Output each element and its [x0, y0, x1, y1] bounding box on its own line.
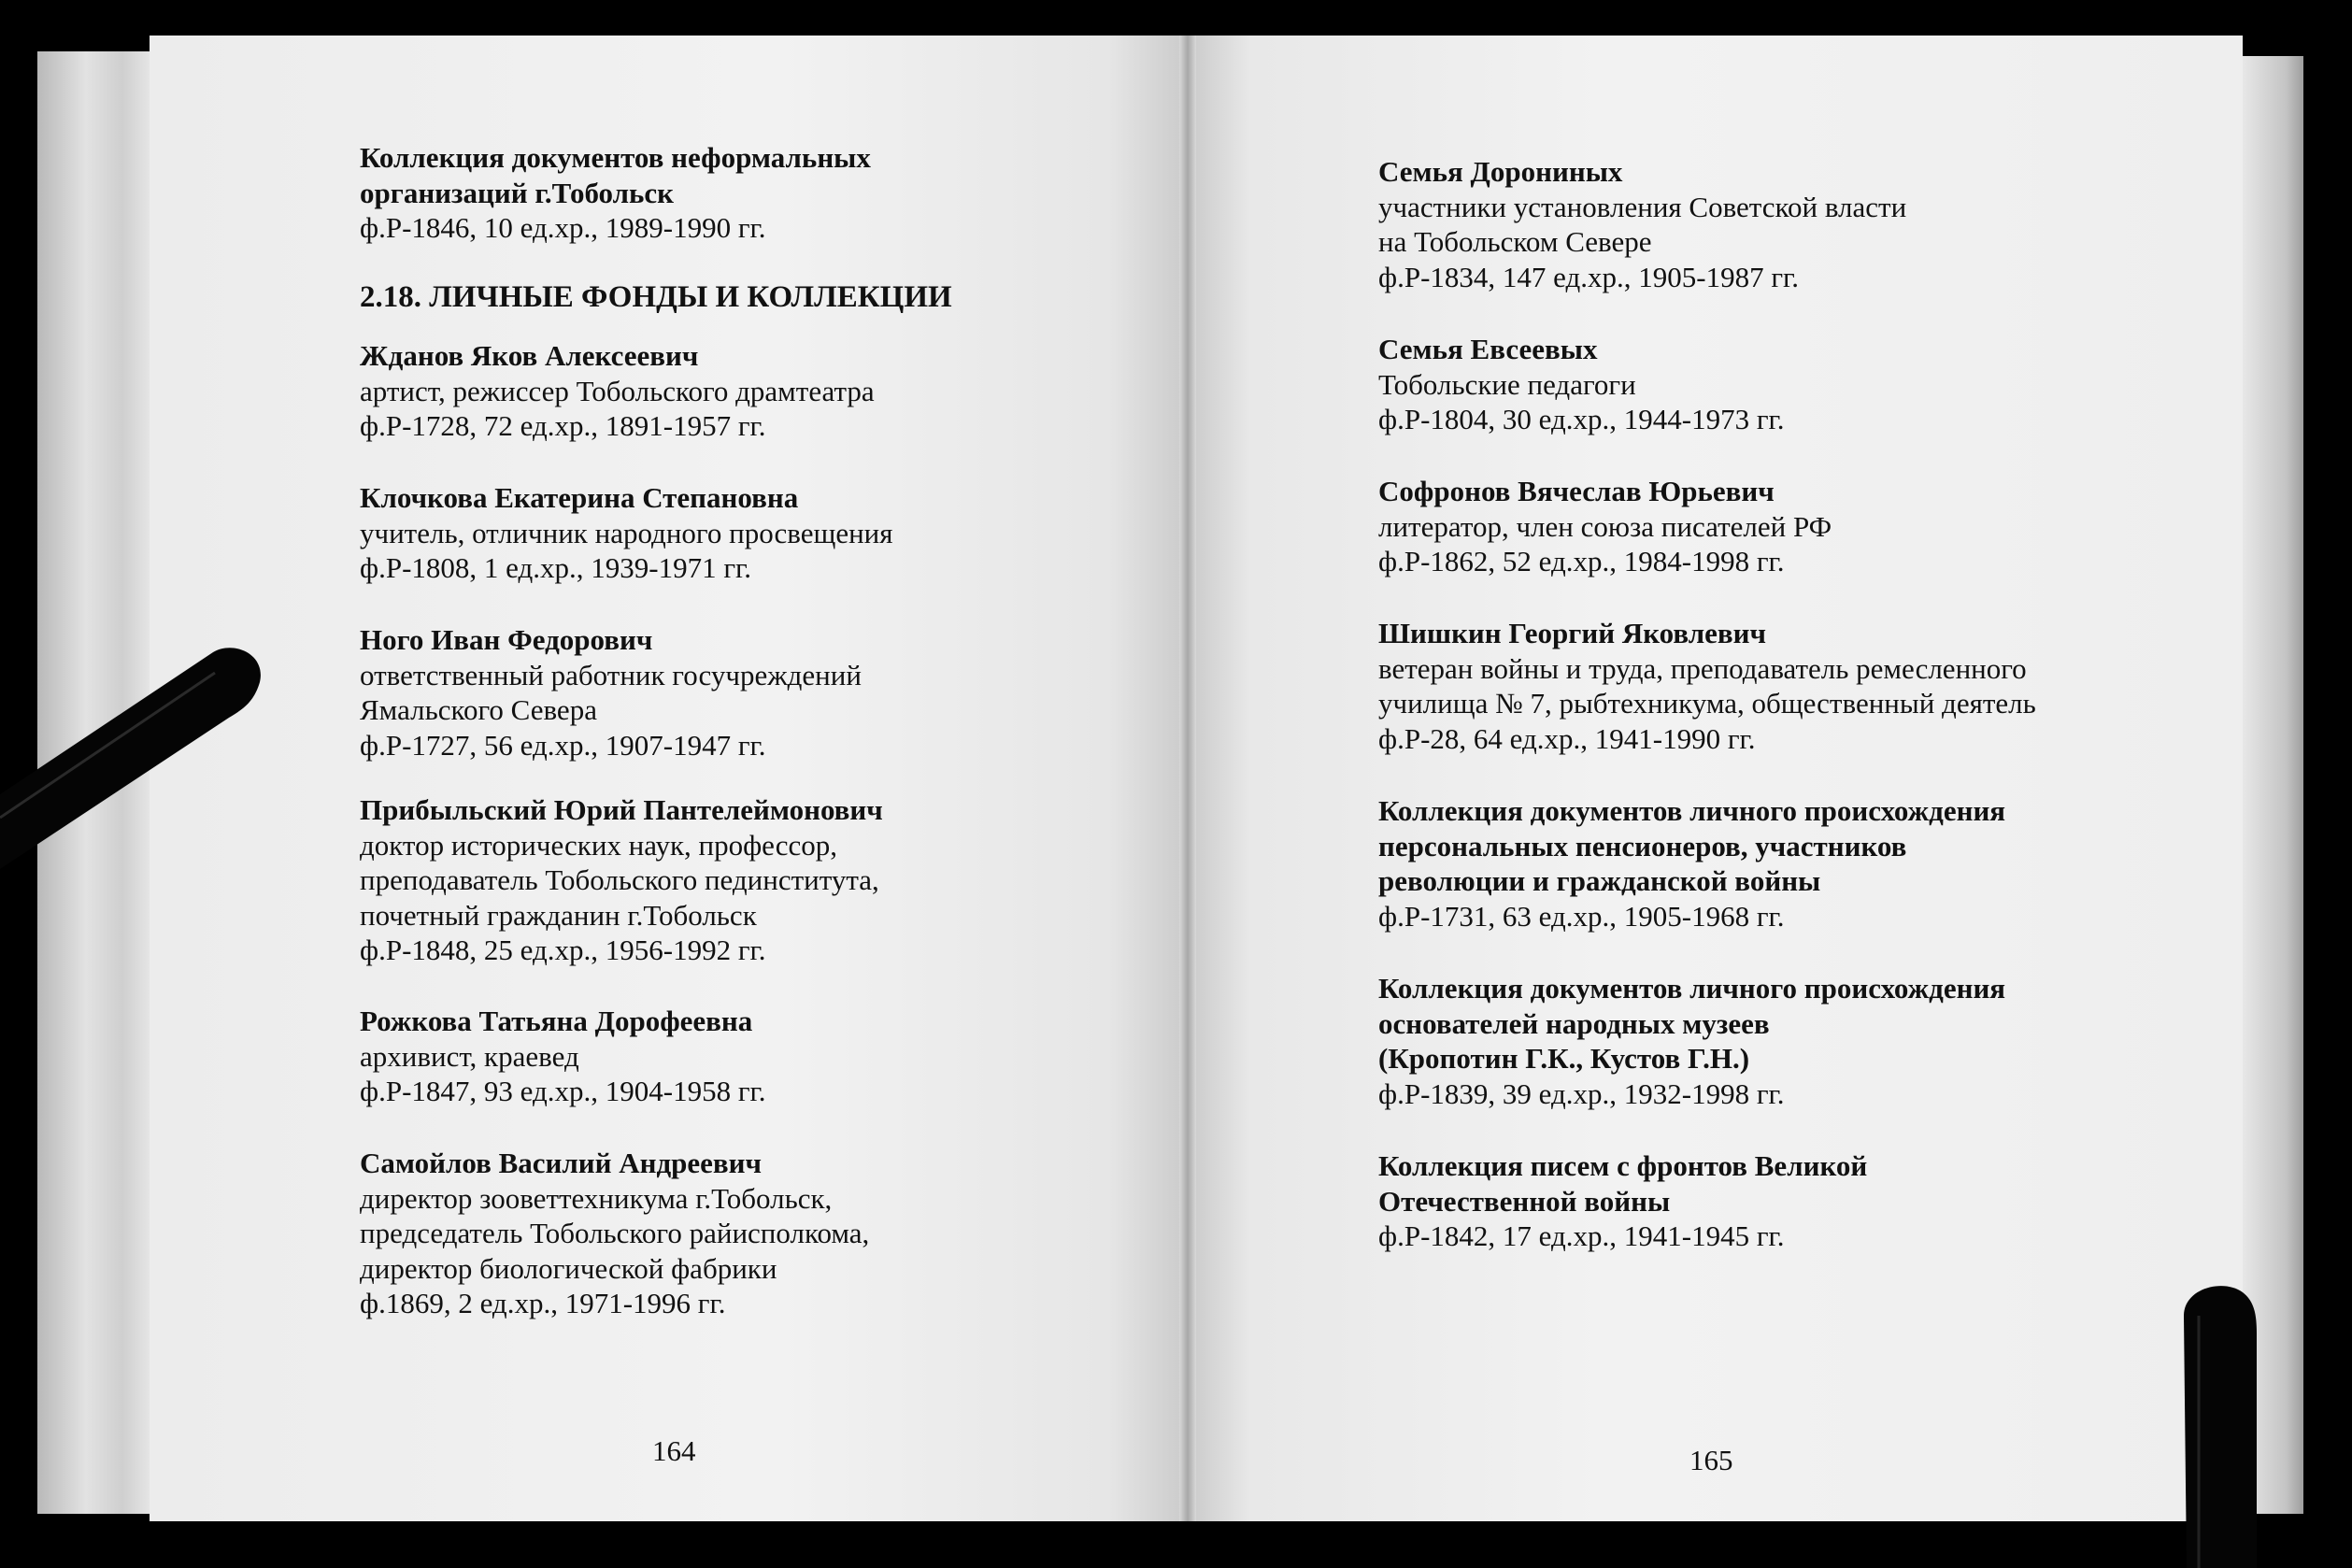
entry-detail: Ямальского Севера — [360, 693, 597, 726]
entry-title: Коллекция писем с фронтов Великой — [1378, 1149, 1868, 1182]
entry-title: Коллекция документов неформальных — [360, 141, 871, 174]
entry-detail: директор биологической фабрики — [360, 1251, 777, 1285]
entry — [360, 622, 1107, 792]
entry-title: революции и гражданской войны — [1378, 864, 1821, 897]
section-heading: 2.18. ЛИЧНЫЕ ФОНДЫ И КОЛЛЕКЦИИ — [360, 280, 952, 314]
entry-detail: ф.Р-1839, 39 ед.хр., 1932-1998 гг. — [1378, 1076, 1785, 1110]
entry-detail: ф.Р-1846, 10 ед.хр., 1989-1990 гг. — [360, 211, 766, 244]
entry-title: Коллекция документов личного происхождения — [1378, 794, 2006, 827]
entry — [360, 480, 1107, 622]
entry-detail: участники установления Советской власти — [1378, 190, 1907, 223]
entry-title: Отечественной войны — [1378, 1184, 1671, 1218]
entry — [360, 1146, 1107, 1321]
entry-detail: архивист, краевед — [360, 1039, 579, 1073]
entry-detail: училища № 7, рыбтехникума, общественный деятель — [1378, 687, 2036, 720]
entry-detail: Тобольские педагоги — [1378, 367, 1636, 401]
entry-detail: ф.Р-1731, 63 ед.хр., 1905-1968 гг. — [1378, 899, 1785, 933]
entry-title: Рожкова Татьяна Дорофеевна — [360, 1005, 753, 1037]
entry-detail: ф.Р-1834, 147 ед.хр., 1905-1987 гг. — [1378, 260, 1800, 293]
page-number-left: 164 — [652, 1434, 696, 1467]
entry-detail: учитель, отличник народного просвещения — [360, 516, 893, 549]
entry-title: организаций г.Тобольск — [360, 176, 675, 209]
entry-title: Прибыльский Юрий Пантелеймонович — [360, 793, 883, 826]
entry-title: Ного Иван Федорович — [360, 623, 653, 656]
entry-title: Шишкин Георгий Яковлевич — [1378, 617, 1766, 649]
entry-detail: на Тобольском Севере — [1378, 225, 1652, 258]
entry-title: Самойлов Василий Андреевич — [360, 1147, 763, 1179]
entry-title: Клочкова Екатерина Степановна — [360, 481, 799, 514]
entry-detail: ф.1869, 2 ед.хр., 1971-1996 гг. — [360, 1287, 726, 1319]
entry-detail: ф.Р-1727, 56 ед.хр., 1907-1947 гг. — [360, 728, 766, 762]
entry-detail: директор зооветтехникума г.Тобольск, — [360, 1181, 833, 1215]
entry-title: Жданов Яков Алексеевич — [360, 339, 699, 372]
entry — [1378, 154, 2201, 332]
entry-detail: ответственный работник госучреждений — [360, 658, 862, 691]
entry-detail: доктор исторических наук, профессор, — [360, 828, 837, 862]
entry-detail: ф.Р-1842, 17 ед.хр., 1941-1945 гг. — [1378, 1219, 1785, 1252]
entry-detail: ф.Р-1848, 25 ед.хр., 1956-1992 гг. — [360, 934, 766, 966]
entry-detail: ф.Р-1862, 52 ед.хр., 1984-1998 гг. — [1378, 545, 1785, 577]
right-page-content — [1378, 154, 2201, 1254]
entry-detail: почетный гражданин г.Тобольск — [360, 898, 757, 932]
entry-detail: ф.Р-1804, 30 ед.хр., 1944-1973 гг. — [1378, 403, 1785, 435]
entry-detail: ф.Р-28, 64 ед.хр., 1941-1990 гг. — [1378, 721, 1756, 755]
page-holder-left — [0, 635, 280, 878]
book-gutter — [1179, 36, 1196, 1521]
entry-title: Семья Дорониных — [1378, 155, 1623, 188]
entry — [1378, 474, 2201, 616]
entry-title: персональных пенсионеров, участников — [1378, 829, 1907, 862]
entry-detail: ф.Р-1808, 1 ед.хр., 1939-1971 гг. — [360, 551, 752, 584]
entry — [360, 792, 1107, 1004]
entry-detail: артист, режиссер Тобольского драмтеатра — [360, 374, 875, 407]
entry — [1378, 1148, 2201, 1254]
entry — [1378, 616, 2201, 793]
page-holder-right — [2173, 1278, 2266, 1568]
entry-detail: ф.Р-1728, 72 ед.хр., 1891-1957 гг. — [360, 409, 766, 442]
entry-title: (Кропотин Г.К., Кустов Г.Н.) — [1378, 1042, 1750, 1075]
entry-detail: литератор, член союза писателей РФ — [1378, 509, 1832, 543]
entry-detail: ф.Р-1847, 93 ед.хр., 1904-1958 гг. — [360, 1075, 766, 1107]
entry-detail: преподаватель Тобольского пединститута, — [360, 863, 879, 896]
entry-title: Коллекция документов личного происхождения — [1378, 972, 2006, 1005]
entry-title: Семья Евсеевых — [1378, 333, 1598, 365]
entry — [360, 338, 1107, 480]
entry — [360, 140, 1107, 280]
entry — [1378, 971, 2201, 1148]
left-page-content — [360, 140, 1107, 1321]
entry — [1378, 793, 2201, 971]
page-number-right: 165 — [1689, 1444, 1733, 1476]
entry — [360, 1004, 1107, 1146]
entry-detail: ветеран войны и труда, преподаватель ремесленного — [1378, 651, 2027, 685]
entry-title: Софронов Вячеслав Юрьевич — [1378, 475, 1775, 507]
entry — [1378, 332, 2201, 474]
entry-title: основателей народных музеев — [1378, 1006, 1770, 1040]
entry-detail: председатель Тобольского райисполкома, — [360, 1217, 870, 1249]
section-heading-wrap — [360, 280, 1107, 338]
